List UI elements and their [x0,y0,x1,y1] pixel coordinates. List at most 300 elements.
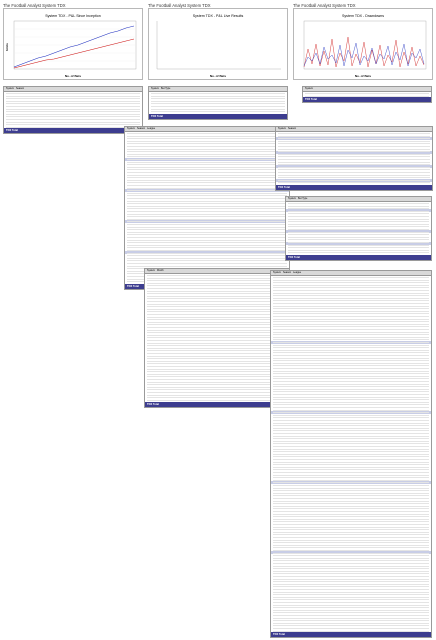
row-line [288,219,429,220]
row-line [147,311,287,312]
row-line [273,534,429,535]
row-line [273,313,429,314]
row-line [6,98,140,99]
row-line [127,208,287,209]
hdr-system: System [305,87,313,90]
row-line [147,397,287,398]
row-line [151,93,285,94]
row-line [127,133,287,134]
row-line [278,182,430,183]
row-line [273,449,429,450]
row-line [147,293,287,294]
hdr-season: Season [136,127,146,130]
row-line [273,594,429,595]
row-line [273,566,429,567]
table-system-right-summary [302,86,432,103]
hdr-system: System [288,197,296,200]
row-line [288,211,429,212]
row-line [273,612,429,613]
row-line [147,376,287,377]
row-line [127,216,287,217]
row-line [147,363,287,364]
row-line [273,488,429,489]
row-line [273,592,429,593]
row-line [273,482,429,483]
row-line [147,382,287,383]
row-line [127,154,287,155]
row-line [278,133,430,134]
row-line [288,245,429,246]
row-line [147,288,287,289]
row-line [273,316,429,317]
row-line [273,462,429,463]
row-line [273,329,429,330]
row-line [147,384,287,385]
row-line [273,428,429,429]
row-line [273,501,429,502]
chart1-ylabel: Units [5,43,9,51]
row-line [147,327,287,328]
row-line [278,167,430,168]
row-line [273,384,429,385]
row-line [273,430,429,431]
row-line [127,172,287,173]
row-line [273,433,429,434]
row-line [273,459,429,460]
row-line [127,266,287,267]
row-line [147,353,287,354]
row-line [288,229,429,230]
row-line [127,237,287,238]
row-line [147,374,287,375]
row-line [273,321,429,322]
row-line [273,477,429,478]
row-line [288,247,429,248]
row-line [273,607,429,608]
table-month [144,268,290,408]
row-line [273,586,429,587]
chart1-xlabel: No. of Bets [64,74,82,78]
row-line [273,350,429,351]
row-line [273,547,429,548]
row-line [273,568,429,569]
row-line [273,298,429,299]
row-line [273,553,429,554]
row-line [127,182,287,183]
row-line [278,141,430,142]
chart-drawdowns [293,8,433,80]
row-line [147,335,287,336]
row-line [273,563,429,564]
total-label: TDX Total [127,285,139,288]
row-line [147,345,287,346]
row-line [278,143,430,144]
row-line [147,280,287,281]
row-line [273,417,429,418]
row-line [127,177,287,178]
row-line [288,203,429,204]
row-line [147,306,287,307]
row-line [273,475,429,476]
row-line [6,111,140,112]
row-line [6,119,140,120]
row-line [273,358,429,359]
row-line [273,456,429,457]
row-line [147,314,287,315]
row-line [288,226,429,227]
row-line [273,290,429,291]
row-line [127,185,287,186]
row-line [127,240,287,241]
row-line [273,560,429,561]
row-line [151,109,285,110]
row-line [273,394,429,395]
row-line [273,508,429,509]
row-line [147,330,287,331]
row-line [273,371,429,372]
row-line [273,389,429,390]
row-line [273,576,429,577]
row-line [273,368,429,369]
row-line [147,291,287,292]
row-line [147,324,287,325]
table-right-season-detail [275,126,433,191]
row-line [147,387,287,388]
row-line [127,247,287,248]
row-line [147,361,287,362]
row-line [127,203,287,204]
row-line [273,519,429,520]
row-line [273,537,429,538]
row-line [147,350,287,351]
row-line [127,188,287,189]
row-line [127,206,287,207]
hdr-season: Season [15,87,25,90]
row-line [147,343,287,344]
row-line [273,397,429,398]
row-line [273,285,429,286]
row-line [305,96,429,97]
row-line [127,255,287,256]
row-line [273,420,429,421]
row-line [273,527,429,528]
row-line [127,195,287,196]
row-line [147,379,287,380]
row-line [127,138,287,139]
hdr-system: System [127,127,135,130]
row-line [147,337,287,338]
row-line [278,138,430,139]
row-line [273,425,429,426]
row-line [273,521,429,522]
row-line [273,373,429,374]
row-line [273,529,429,530]
chart-pnl-live [148,8,288,80]
row-line [273,339,429,340]
row-line [273,443,429,444]
row-line [288,224,429,225]
row-line [147,322,287,323]
row-line [305,93,429,94]
row-line [273,386,429,387]
row-line [278,146,430,147]
row-line [6,114,140,115]
hdr-season: Season [282,271,292,274]
row-line [273,282,429,283]
hdr-month: Month [156,269,164,272]
row-line [6,124,140,125]
row-line [127,227,287,228]
total-label: TDX Total [151,115,163,118]
row-line [127,169,287,170]
row-line [273,532,429,533]
row-line [273,412,429,413]
row-line [151,106,285,107]
sheet-title-2: The Football Analyst System TDX [148,3,211,8]
hdr-league: League [147,127,156,130]
chart2-xlabel: No. of Bets [209,74,227,78]
row-line [273,623,429,624]
row-line [273,381,429,382]
hdr-system: System [6,87,14,90]
row-line [273,293,429,294]
row-line [127,159,287,160]
hdr-bet-type: Bet Type [297,197,308,200]
row-line [273,300,429,301]
row-line [6,109,140,110]
row-line [6,103,140,104]
row-line [273,399,429,400]
row-line [127,136,287,137]
row-line [273,493,429,494]
sheet-title-3: The Football Analyst System TDX [293,3,356,8]
row-line [147,275,287,276]
row-line [127,167,287,168]
row-line [273,599,429,600]
row-line [151,96,285,97]
row-line [147,304,287,305]
row-line [127,164,287,165]
row-line [273,597,429,598]
row-line [273,287,429,288]
row-line [273,610,429,611]
chart3-xlabel: No. of Bets [354,74,372,78]
row-line [127,245,287,246]
row-line [147,278,287,279]
row-line [273,438,429,439]
row-line [273,620,429,621]
row-line [127,263,287,264]
row-line [127,229,287,230]
row-line [147,296,287,297]
row-line [127,143,287,144]
total-label: TDX Total [278,186,290,189]
row-line [147,400,287,401]
row-line [273,402,429,403]
row-line [273,550,429,551]
row-line [127,219,287,220]
row-line [6,127,140,128]
row-line [273,451,429,452]
row-line [273,485,429,486]
row-line [127,141,287,142]
table-right-long [270,270,432,638]
row-line [278,164,430,165]
row-line [147,369,287,370]
row-line [273,277,429,278]
row-line [147,301,287,302]
row-line [278,180,430,181]
row-line [288,213,429,214]
row-line [127,250,287,251]
chart2-title: System TDX - P&L Live Results [192,14,244,18]
row-line [273,303,429,304]
row-line [273,545,429,546]
row-line [151,98,285,99]
row-line [273,360,429,361]
row-line [147,285,287,286]
row-line [273,311,429,312]
row-line [273,615,429,616]
row-line [273,602,429,603]
row-line [273,436,429,437]
row-line [273,308,429,309]
row-line [127,234,287,235]
row-line [127,198,287,199]
row-line [273,352,429,353]
row-line [273,423,429,424]
row-line [273,490,429,491]
row-line [147,389,287,390]
row-line [127,201,287,202]
row-line [273,280,429,281]
row-line [278,159,430,160]
row-line [273,347,429,348]
row-line [127,149,287,150]
row-line [6,122,140,123]
row-line [278,149,430,150]
row-line [273,363,429,364]
row-line [273,472,429,473]
row-line [273,467,429,468]
row-line [273,571,429,572]
row-line [151,103,285,104]
row-line [278,169,430,170]
row-line [127,180,287,181]
row-line [288,237,429,238]
row-line [273,516,429,517]
row-line [151,111,285,112]
row-line [273,555,429,556]
chart1-title: System TDX - P&L Since Inception [45,14,101,18]
table-system-season [3,86,146,134]
row-line [273,511,429,512]
row-line [273,355,429,356]
row-line [273,326,429,327]
row-line [273,441,429,442]
row-line [147,309,287,310]
row-line [288,232,429,233]
row-line [273,334,429,335]
row-line [273,415,429,416]
row-line [273,345,429,346]
row-line [6,116,140,117]
row-line [288,252,429,253]
row-line [273,480,429,481]
row-line [127,232,287,233]
row-line [151,101,285,102]
total-label: TDX Total [305,98,317,101]
row-line [278,154,430,155]
row-line [147,356,287,357]
row-line [288,242,429,243]
row-line [288,208,429,209]
row-line [127,258,287,259]
row-line [147,371,287,372]
row-line [127,211,287,212]
row-line [273,295,429,296]
row-line [6,93,140,94]
hdr-system: System [147,269,155,272]
row-line [273,558,429,559]
row-line [273,337,429,338]
row-line [273,514,429,515]
row-line [273,342,429,343]
row-line [273,376,429,377]
row-line [288,250,429,251]
row-line [273,524,429,525]
row-line [127,260,287,261]
row-line [147,332,287,333]
row-line [278,156,430,157]
row-line [273,625,429,626]
row-line [273,319,429,320]
row-line [288,234,429,235]
row-line [273,579,429,580]
row-line [127,253,287,254]
row-line [273,391,429,392]
row-line [127,175,287,176]
sheet-title-1: The Football Analyst System TDX [3,3,66,8]
row-line [288,216,429,217]
row-line [273,503,429,504]
row-line [278,175,430,176]
row-line [127,151,287,152]
row-line [273,495,429,496]
row-line [273,584,429,585]
row-line [127,156,287,157]
chart-pnl-since-inception [3,8,143,80]
row-line [127,214,287,215]
hdr-system: System [151,87,159,90]
row-line [273,618,429,619]
row-line [278,136,430,137]
row-line [6,101,140,102]
row-line [273,605,429,606]
row-line [278,177,430,178]
row-line [147,283,287,284]
row-line [273,581,429,582]
row-line [147,340,287,341]
table-season-league [124,126,290,290]
row-line [273,324,429,325]
row-line [273,631,429,632]
row-line [127,224,287,225]
row-line [147,392,287,393]
row-line [127,193,287,194]
row-line [288,239,429,240]
total-label: TDX Total [147,403,159,406]
